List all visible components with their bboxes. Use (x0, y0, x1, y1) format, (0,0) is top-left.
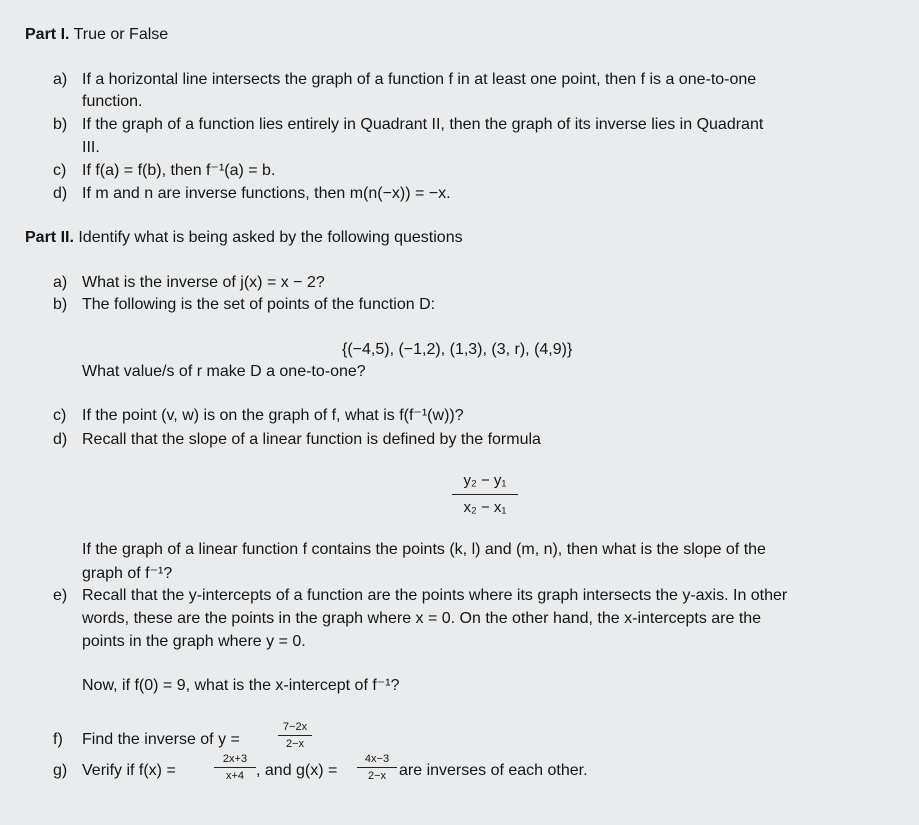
item-label: b) (53, 296, 68, 313)
part2-e-line3: points in the graph where y = 0. (82, 633, 306, 650)
part2-heading: Part II. Identify what is being asked by the following questions (25, 229, 463, 246)
item-label: b) (53, 116, 68, 133)
fraction-gx: 4x−3 2−x (357, 753, 397, 782)
part2-e-now: Now, if f(0) = 9, what is the x-intercept of f⁻¹? (82, 677, 400, 694)
part2-g-post: are inverses of each other. (399, 762, 588, 779)
part2-g-pre: Verify if f(x) = (82, 762, 176, 779)
item-label: d) (53, 431, 68, 448)
part1-b-line2: III. (82, 139, 100, 156)
fraction-bar (214, 767, 256, 768)
part1-b-line1: If the graph of a function lies entirely in Quadrant II, then the graph of its inverse lies in Quadrant (82, 116, 764, 133)
item-label: e) (53, 587, 68, 604)
part2-d: Recall that the slope of a linear function is defined by the formula (82, 431, 541, 448)
part1-d: If m and n are inverse functions, then m(n(−x)) = −x. (82, 185, 451, 202)
item-label: c) (53, 407, 67, 424)
part2-f: Find the inverse of y = (82, 731, 240, 748)
part1-heading: Part I. True or False (25, 26, 169, 43)
part2-d-line1: If the graph of a linear function f contains the points (k, l) and (m, n), then what is the slope of the (82, 541, 766, 558)
part2-e-line1: Recall that the y-intercepts of a function are the points where its graph intersects the y-axis. In other (82, 587, 788, 604)
item-label: d) (53, 185, 68, 202)
fraction-fx: 2x+3 x+4 (214, 753, 256, 782)
item-label: g) (53, 762, 68, 779)
item-label: a) (53, 274, 68, 291)
slope-formula: y₂ − y₁ x₂ − x₁ (452, 472, 518, 517)
part2-b-followup: What value/s of r make D a one-to-one? (82, 363, 366, 380)
fraction-f: 7−2x 2−x (278, 721, 312, 750)
fraction-bar (452, 494, 518, 495)
part2-d-line2: graph of f⁻¹? (82, 565, 173, 582)
item-label: c) (53, 162, 67, 179)
item-label: f) (53, 731, 63, 748)
fraction-bar (357, 767, 397, 768)
part2-g-mid: , and g(x) = (256, 762, 338, 779)
fraction-bar (278, 735, 312, 736)
part2-e-line2: words, these are the points in the graph where x = 0. On the other hand, the x-intercepts are the (82, 610, 762, 627)
point-set: {(−4,5), (−1,2), (1,3), (3, r), (4,9)} (342, 341, 573, 358)
part1-a-line2: function. (82, 93, 143, 110)
item-label: a) (53, 71, 68, 88)
part2-b: The following is the set of points of the function D: (82, 296, 436, 313)
part1-c: If f(a) = f(b), then f⁻¹(a) = b. (82, 162, 276, 179)
part2-a: What is the inverse of j(x) = x − 2? (82, 274, 325, 291)
part2-c: If the point (v, w) is on the graph of f, what is f(f⁻¹(w))? (82, 407, 464, 424)
part1-a-line1: If a horizontal line intersects the graph of a function f in at least one point, then f is a one-to-one (82, 71, 757, 88)
